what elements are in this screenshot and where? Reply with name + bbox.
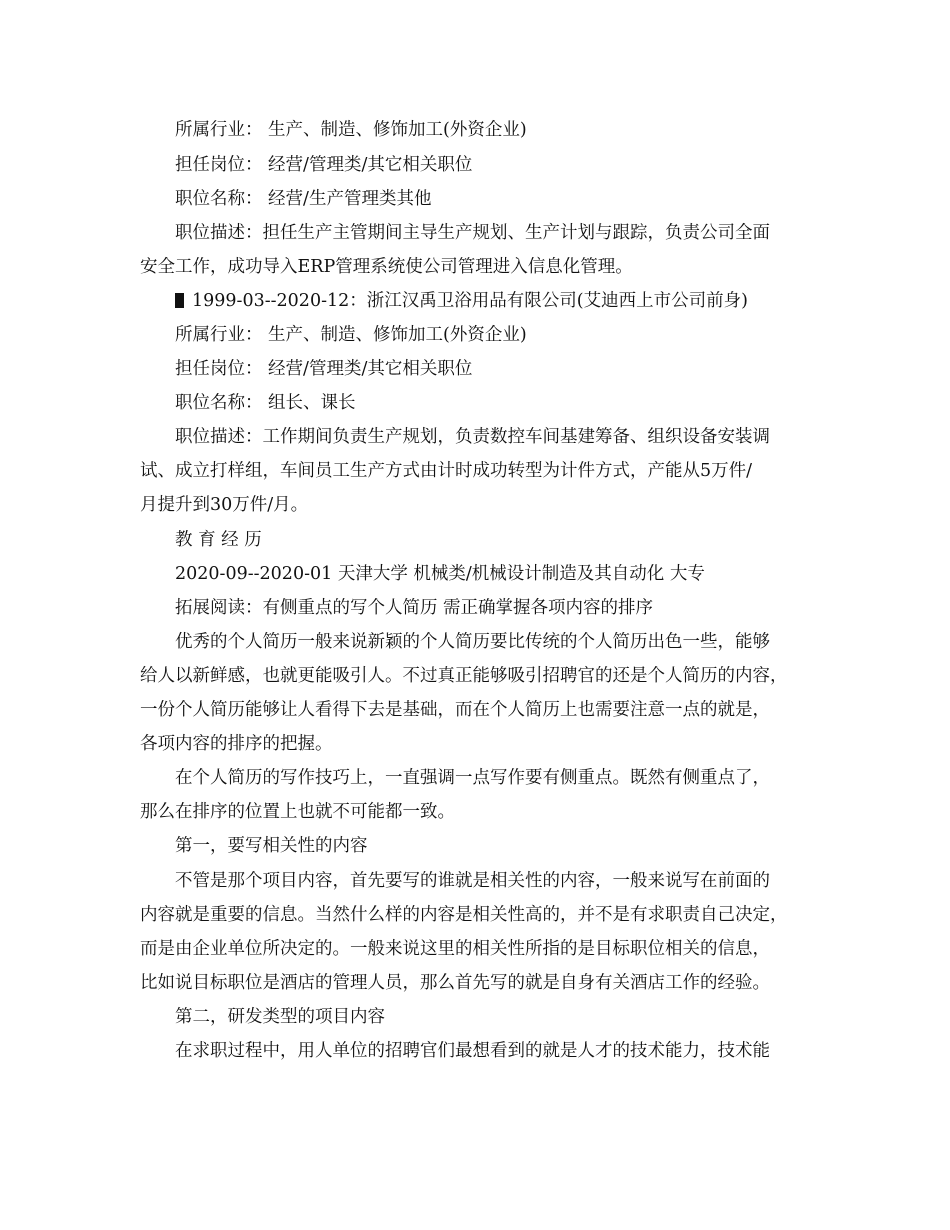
employment-entry-heading xyxy=(175,291,825,311)
extended-reading-title: 拓展阅读：有侧重点的写个人简历 需正确掌握各项内容的排序 xyxy=(175,598,654,618)
paragraph-1-line-2: 给人以新鲜感，也就更能吸引人。不过真正能够吸引招聘官的还是个人简历的内容， xyxy=(140,666,788,686)
job-title-line-1: 职位名称： 经营/生产管理类其他 xyxy=(175,189,432,209)
paragraph-1-line-4: 各项内容的排序的把握。 xyxy=(140,734,333,754)
job-description-line-1: 职位描述：担任生产主管期间主导生产规划、生产计划与跟踪，负责公司全面 xyxy=(175,223,770,243)
position-line-2: 担任岗位： 经营/管理类/其它相关职位 xyxy=(175,359,473,379)
education-entry: 2020-09--2020-01 天津大学 机械类/机械设计制造及其自动化 大专 xyxy=(175,564,705,584)
paragraph-3-line-4: 比如说目标职位是酒店的管理人员，那么首先写的就是自身有关酒店工作的经验。 xyxy=(140,973,770,993)
paragraph-2-line-1: 在个人简历的写作技巧上，一直强调一点写作要有侧重点。既然有侧重点了， xyxy=(175,768,770,788)
paragraph-3-line-3: 而是由企业单位所决定的。一般来说这里的相关性所指的是目标职位相关的信息， xyxy=(140,939,770,959)
job-description-line-2: 安全工作，成功导入ERP管理系统使公司管理进入信息化管理。 xyxy=(140,257,633,277)
industry-line-2: 所属行业： 生产、制造、修饰加工(外资企业) xyxy=(175,325,527,345)
position-line-1: 担任岗位： 经营/管理类/其它相关职位 xyxy=(175,155,473,175)
paragraph-1-line-1: 优秀的个人简历一般来说新颖的个人简历要比传统的个人简历出色一些，能够 xyxy=(175,632,770,652)
paragraph-2-line-2: 那么在排序的位置上也就不可能都一致。 xyxy=(140,802,455,822)
education-heading: 教 育 经 历 xyxy=(175,530,262,550)
paragraph-3-line-2: 内容就是重要的信息。当然什么样的内容是相关性高的，并不是有求职责自己决定， xyxy=(140,905,788,925)
employment-entry-text: 1999-03--2020-12：浙江汉禹卫浴用品有限公司(艾迪西上市公司前身) xyxy=(192,291,748,311)
section-second-heading: 第二，研发类型的项目内容 xyxy=(175,1007,385,1027)
paragraph-3-line-1: 不管是那个项目内容，首先要写的谁就是相关性的内容，一般来说写在前面的 xyxy=(175,871,770,891)
job-description-line-4: 试、成立打样组，车间员工生产方式由计时成功转型为计件方式，产能从5万件/ xyxy=(140,461,753,481)
industry-line-1: 所属行业： 生产、制造、修饰加工(外资企业) xyxy=(175,120,527,140)
job-description-line-3: 职位描述：工作期间负责生产规划，负责数控车间基建筹备、组织设备安装调 xyxy=(175,427,770,447)
job-title-line-2: 职位名称： 组长、课长 xyxy=(175,393,356,413)
bullet-marker xyxy=(175,293,184,308)
job-description-line-5: 月提升到30万件/月。 xyxy=(140,495,309,515)
section-first-heading: 第一，要写相关性的内容 xyxy=(175,836,368,856)
paragraph-4-line-1: 在求职过程中，用人单位的招聘官们最想看到的就是人才的技术能力，技术能 xyxy=(175,1041,770,1061)
paragraph-1-line-3: 一份个人简历能够让人看得下去是基础，而在个人简历上也需要注意一点的就是， xyxy=(140,700,770,720)
